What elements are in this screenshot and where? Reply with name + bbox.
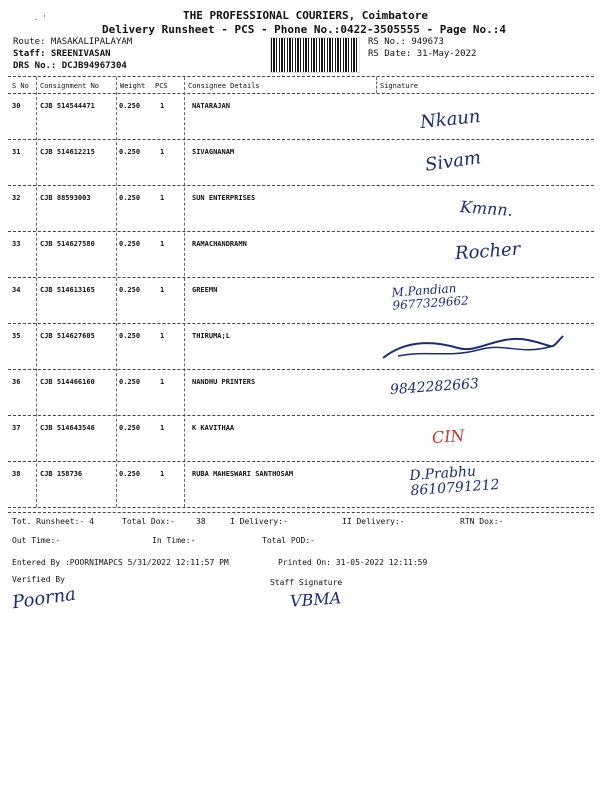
col-weight: Weight bbox=[120, 82, 146, 90]
row-weight: 0.250 bbox=[119, 102, 141, 110]
row-signature: 9842282663 bbox=[389, 375, 480, 399]
row-signature: D.Prabhu 8610791212 bbox=[408, 463, 501, 500]
divider bbox=[8, 76, 594, 77]
verified-by-signature: Poorna bbox=[10, 583, 78, 614]
row-weight: 0.250 bbox=[119, 424, 141, 432]
col-consignee: Consignee Details bbox=[188, 82, 260, 90]
row-signature: Sivam bbox=[423, 147, 483, 176]
staff-signature-label: Staff Signature bbox=[270, 578, 343, 587]
row-sno: 30 bbox=[12, 102, 21, 110]
dot-mark: . ' bbox=[34, 14, 47, 22]
row-consignee: NANDHU PRINTERS bbox=[192, 378, 256, 386]
row-sno: 34 bbox=[12, 286, 21, 294]
row-consignee: GREEMN bbox=[192, 286, 218, 294]
table-row bbox=[0, 140, 600, 186]
row-consignee: SIVAGNANAM bbox=[192, 148, 235, 156]
row-weight: 0.250 bbox=[119, 194, 141, 202]
i-delivery: I Delivery:- bbox=[230, 517, 288, 526]
ii-delivery: II Delivery:- bbox=[342, 517, 405, 526]
staff-label: Staff: SREENIVASAN bbox=[13, 49, 111, 59]
row-consignment: CJB 514612215 bbox=[40, 148, 95, 156]
rs-number: RS No.: 949673 bbox=[368, 37, 444, 47]
total-dox-value: 38 bbox=[196, 517, 206, 526]
row-weight: 0.250 bbox=[119, 286, 141, 294]
rtn-dox: RTN Dox:- bbox=[460, 517, 504, 526]
row-weight: 0.250 bbox=[119, 240, 141, 248]
tot-runsheet: Tot. Runsheet:- 4 bbox=[12, 517, 94, 526]
row-consignee: RUBA MAHESWARI SANTHOSAM bbox=[192, 470, 294, 478]
row-sno: 33 bbox=[12, 240, 21, 248]
runsheet-title: Delivery Runsheet - PCS - Phone No.:0422-3505555 - Page No.:4 bbox=[102, 23, 506, 36]
table-row bbox=[0, 94, 600, 140]
row-signature: Rocher bbox=[454, 238, 521, 265]
row-weight: 0.250 bbox=[119, 332, 141, 340]
row-signature: Nkaun bbox=[419, 105, 482, 134]
barcode-image bbox=[270, 37, 360, 73]
row-sno: 31 bbox=[12, 148, 21, 156]
row-pcs: 1 bbox=[160, 332, 165, 340]
row-pcs: 1 bbox=[160, 378, 165, 386]
out-time: Out Time:- bbox=[12, 536, 61, 545]
col-signature: Signature bbox=[380, 82, 418, 90]
row-consignee: SUN ENTERPRISES bbox=[192, 194, 256, 202]
row-consignment: CJB 158736 bbox=[40, 470, 83, 478]
row-consignee: RAMACHANDRAMN bbox=[192, 240, 247, 248]
total-dox-label: Total Dox:- bbox=[122, 517, 175, 526]
row-weight: 0.250 bbox=[119, 470, 141, 478]
divider bbox=[8, 507, 594, 508]
route-label: Route: MASAKALIPALAYAM bbox=[13, 37, 133, 47]
row-sno: 37 bbox=[12, 424, 21, 432]
in-time: In Time:- bbox=[152, 536, 196, 545]
row-consignee: THIRUMA;L bbox=[192, 332, 230, 340]
table-row bbox=[0, 462, 600, 508]
entered-by: Entered By :POORNIMAPCS 5/31/2022 12:11:57 PM bbox=[12, 558, 229, 567]
table-row bbox=[0, 416, 600, 462]
scribble-signature bbox=[378, 328, 568, 368]
col-pcs: PCS bbox=[155, 82, 168, 90]
row-consignment: CJB 514627580 bbox=[40, 240, 95, 248]
table-row bbox=[0, 370, 600, 416]
row-pcs: 1 bbox=[160, 240, 165, 248]
row-consignment: CJB 514613165 bbox=[40, 286, 95, 294]
divider bbox=[8, 512, 594, 513]
row-sno: 38 bbox=[12, 470, 21, 478]
verified-by-label: Verified By bbox=[12, 575, 65, 584]
row-pcs: 1 bbox=[160, 286, 165, 294]
table-row bbox=[0, 278, 600, 324]
staff-signature: VBMA bbox=[289, 588, 342, 611]
row-consignment: CJB 514544471 bbox=[40, 102, 95, 110]
row-consignment: CJB 514643546 bbox=[40, 424, 95, 432]
row-weight: 0.250 bbox=[119, 148, 141, 156]
company-title: THE PROFESSIONAL COURIERS, Coimbatore bbox=[183, 9, 429, 22]
row-consignment: CJB 514627605 bbox=[40, 332, 95, 340]
row-consignment: CJB 88593003 bbox=[40, 194, 91, 202]
row-signature: M.Pandian 9677329662 bbox=[391, 281, 470, 313]
row-pcs: 1 bbox=[160, 102, 165, 110]
row-consignee: K KAVITHAA bbox=[192, 424, 235, 432]
row-signature: CIN bbox=[431, 425, 466, 448]
row-consignment: CJB 514466160 bbox=[40, 378, 95, 386]
row-sno: 35 bbox=[12, 332, 21, 340]
drs-label: DRS No.: DCJB94967304 bbox=[13, 61, 127, 71]
table-row bbox=[0, 324, 600, 370]
row-pcs: 1 bbox=[160, 424, 165, 432]
rs-date: RS Date: 31-May-2022 bbox=[368, 49, 477, 59]
table-row bbox=[0, 186, 600, 232]
row-sno: 32 bbox=[12, 194, 21, 202]
row-signature: Kmnn. bbox=[459, 197, 514, 220]
column-rule bbox=[376, 77, 377, 93]
table-row bbox=[0, 232, 600, 278]
row-pcs: 1 bbox=[160, 148, 165, 156]
row-consignee: NATARAJAN bbox=[192, 102, 230, 110]
printed-on: Printed On: 31-05-2022 12:11:59 bbox=[278, 558, 428, 567]
row-sno: 36 bbox=[12, 378, 21, 386]
col-consignment: Consignment No bbox=[40, 82, 100, 90]
total-pod: Total POD:- bbox=[262, 536, 315, 545]
row-weight: 0.250 bbox=[119, 378, 141, 386]
row-pcs: 1 bbox=[160, 194, 165, 202]
col-sno: S No bbox=[12, 82, 29, 90]
row-pcs: 1 bbox=[160, 470, 165, 478]
